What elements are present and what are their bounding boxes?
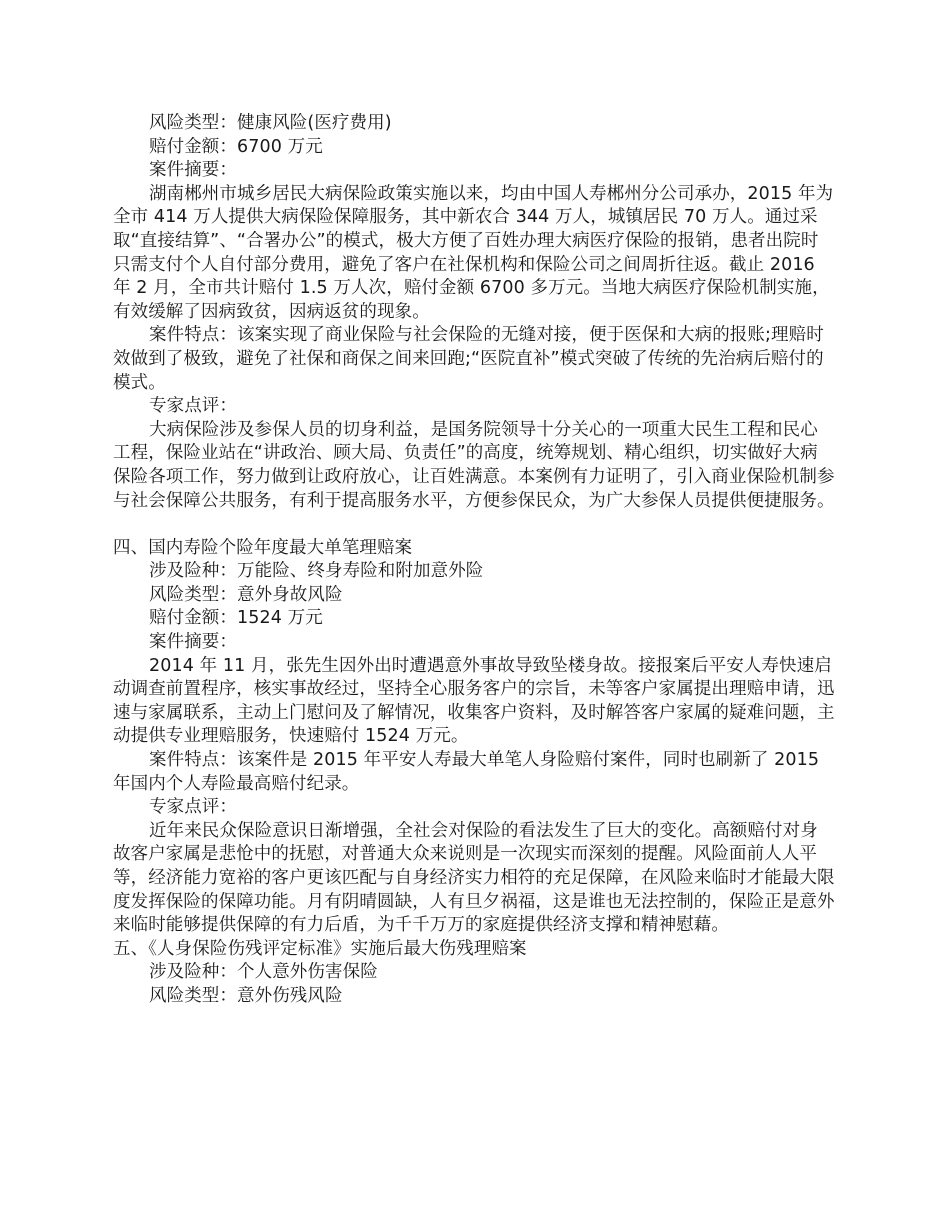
- case4-insurance-type: 涉及险种：万能险、终身寿险和附加意外险: [149, 561, 484, 582]
- case3-payout: 赔付金额：6700 万元: [149, 136, 323, 157]
- case4-summary-label: 案件摘要：: [149, 632, 237, 653]
- case5-title: 五、《人身保险伤残评定标准》实施后最大伤残理赔案: [113, 938, 527, 959]
- case3-features: 案件特点：该案实现了商业保险与社会保险的无缝对接，便于医保和大病的报账;理赔时效做到了极致，避免了社保和商保之间来回跑;“医院直补”模式突破了传统的先治病后赔付的模式。: [113, 325, 824, 393]
- case3-risk-type: 风险类型：健康风险(医疗费用): [149, 113, 392, 133]
- case4-payout: 赔付金额：1524 万元: [149, 608, 323, 629]
- case4-review-label: 专家点评：: [149, 797, 237, 818]
- case5-insurance-type: 涉及险种：个人意外伤害保险: [149, 962, 378, 983]
- case3-summary-label: 案件摘要：: [149, 160, 237, 181]
- case5-risk-type: 风险类型：意外伤残风险: [149, 985, 343, 1006]
- case3-review: 大病保险涉及参保人员的切身利益，是国务院领导十分关心的一项重大民生工程和民心工程，保险业站在“讲政治、顾大局、负责任”的高度，统筹规划、精心组织，切实做好大病保险各项工作，努力做到让政府放心，让百姓满意。本案例有力证明了，引入商业保险机制参与社会保障公共服务，有利于提高服务水平，方便参保民众，为广大参保人员提供便捷服务。: [113, 419, 835, 511]
- case4-summary: 2014 年 11 月，张先生因外出时遭遇意外事故导致坠楼身故。接报案后平安人寿快速启动调查前置程序，核实事故经过，坚持全心服务客户的宗旨，未等客户家属提出理赔申请，迅速与家属联系，主动上门慰问及了解情况，收集客户资料，及时解答客户家属的疑难问题，主动提供专业理赔服务，快速赔付 1524 万元。: [113, 655, 835, 747]
- case3-summary: 湖南郴州市城乡居民大病保险政策实施以来，均由中国人寿郴州分公司承办，2015 年为全市 414 万人提供大病保险保障服务，其中新农合 344 万人，城镇居民 70 万人。通过采取“直接结算”、“合署办公”的模式，极大方便了百姓办理大病医疗保险的报销，患者出院时只需支付个人自付部分费用，避免了客户在社保机构和保险公司之间周折往返。截止 2016 年 2 月，全市共计赔付 1.5 万人次，赔付金额 6700 多万元。当地大病医疗保险机制实施，有效缓解了因病致贫，因病返贫的现象。: [113, 183, 834, 322]
- case3-review-label: 专家点评：: [149, 396, 237, 417]
- case4-review: 近年来民众保险意识日渐增强，全社会对保险的看法发生了巨大的变化。高额赔付对身故客户家属是悲怆中的抚慰，对普通大众来说则是一次现实而深刻的提醒。风险面前人人平等，经济能力宽裕的客户更该匹配与自身经济实力相符的充足保障，在风险来临时才能最大限度发挥保险的保障功能。月有阴晴圆缺，人有旦夕祸福，这是谁也无法控制的，保险正是意外来临时能够提供保障的有力后盾，为千千万万的家庭提供经济支撑和精神慰藉。: [113, 820, 835, 936]
- case4-title: 四、国内寿险个险年度最大单笔理赔案: [113, 537, 413, 558]
- case4-risk-type: 风险类型：意外身故风险: [149, 584, 343, 605]
- section-spacer: [113, 513, 835, 537]
- document-page: [113, 112, 835, 1009]
- case4-features: 案件特点：该案件是 2015 年平安人寿最大单笔人身险赔付案件，同时也刷新了 2015 年国内个人寿险最高赔付纪录。: [113, 750, 820, 794]
